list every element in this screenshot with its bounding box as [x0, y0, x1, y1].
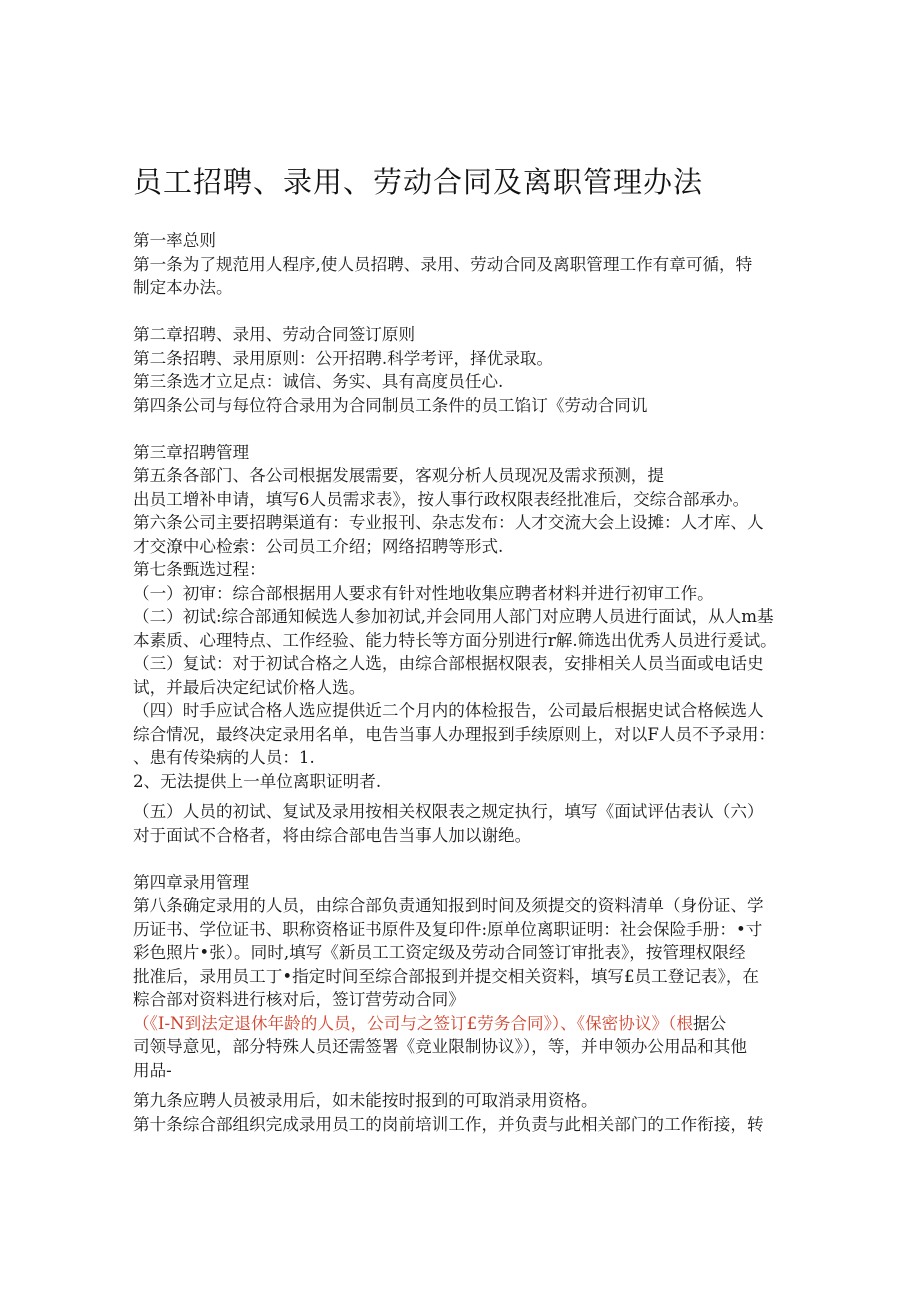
continued-text: 据公 — [692, 1013, 727, 1033]
step-4-line-2: 综合情况，最终决定录用名单，电告当事人办理报到手续原则上，对以F人员不予录用： — [133, 724, 776, 744]
step-4-line-1: （四）时手应试合格人选应提供近二个月内的体检报告，公司最后根据史试合格候选人 — [133, 701, 764, 720]
highlighted-text: （《I-N到法定退休年龄的人员，公司与之签订£劳务合同》）、《保密协议》（根 — [133, 1013, 693, 1033]
small-gap — [133, 1082, 793, 1089]
article-8-line-7: 司领导意见，部分特殊人员还需签署《竞业限制协议》），等，并申领办公用品和其他 — [133, 1037, 747, 1056]
article-4: 第四条公司与每位符合录用为合同制员工条件的员工馅订《劳动合同讥 — [133, 395, 648, 415]
blank-line — [133, 417, 793, 441]
step-1: （一）初审：综合部根据用人要求有针对性地收集应聘者材料并进行初审工作。 — [133, 583, 714, 603]
article-1-line-1: 第一条为了规范用人程序,使人员招聘、录用、劳动合同及离职管理工作有章可循，特 — [133, 254, 753, 274]
article-2: 第二条招聘、录用原则：公开招聘.科学考评，择优录取。 — [133, 348, 554, 368]
article-8-line-4: 批准后，录用员工丁•指定时间至综合部报到并提交相关资料，填写£员工登记表》，在 — [133, 966, 760, 986]
article-5-line-1: 第五条各部门、各公司根据发展需要，客观分析人员现况及需求预测，提 — [133, 466, 664, 485]
step-2-line-1: （二）初试:综合部通知候选人参加初试,并会同用人部门对应聘人员进行面试，从人m基 — [133, 607, 774, 626]
chapter-3-heading: 第三章招聘管理 — [133, 442, 250, 462]
article-8-line-3: 彩色照片•张）。同时,填写《新员工工资定级及劳动合同签订审批表》，按管理权限经 — [133, 943, 746, 962]
article-9: 第九条应聘人员被录用后，如未能按时报到的可取消录用资格。 — [133, 1091, 598, 1110]
step-4-line-4: 2、无法提供上一单位离职证明者. — [133, 771, 382, 791]
article-8-line-1: 第八条确定录用的人员，由综合部负责通知报到时间及须提交的资料清单（身份证、学 — [133, 896, 764, 915]
document-title: 员工招聘、录用、劳动合同及离职管理办法 — [133, 165, 704, 199]
chapter-4-heading: 第四章录用管理 — [133, 872, 250, 892]
article-7-heading: 第七条甄选过程： — [133, 560, 266, 579]
blank-line — [133, 847, 793, 871]
article-1-line-2: 制定本办法。 — [133, 278, 233, 297]
article-8-line-6 — [133, 1012, 793, 1036]
step-4-line-3: 、患有传染病的人员：1. — [133, 748, 315, 767]
step-5-line-1: （五）人员的初试、复试及录用按相关权限表之规定执行，填写《面试评估表认（六） — [133, 802, 764, 821]
step-6-line-1: 对于面试不合格者，将由综合部电告当事人加以谢绝。 — [133, 825, 532, 845]
article-8-line-5: 粽合部对资料进行核对后，签订营劳动合同》 — [133, 990, 465, 1009]
article-3: 第三条选才立足点：诚信、务实、具有高度员任心. — [133, 372, 504, 391]
article-10-line-1: 第十条综合部组织完成录用员工的岗前培训工作，并负责与此相关部门的工作衔接，转 — [133, 1114, 764, 1134]
article-6-line-2: 才交潦中心检索：公司员工介绍；网络招聘等形式. — [133, 536, 504, 556]
chapter-2-heading: 第二章招聘、录用、劳动合同签订原则 — [133, 325, 416, 344]
article-8-line-8: 用品- — [133, 1060, 172, 1080]
chapter-1-heading: 第一率总则 — [133, 231, 216, 250]
article-6-line-1: 第六条公司主要招聘渠道有：专业报刊、杂志发布：人才交流大会上设摊：人才库、人 — [133, 513, 764, 532]
step-2-line-2: 本素质、心理特点、工作经验、能力特长等方面分别进行r解.筛选出优秀人员进行爰试。 — [133, 630, 777, 650]
step-3-line-2: 试，并最后决定纪试价格人选。 — [133, 677, 366, 697]
document-body — [133, 229, 793, 1136]
small-gap — [133, 793, 793, 800]
blank-line — [133, 300, 793, 324]
article-5-line-2: 出员工增补申请，填写6人员需求表》，按人事行政权限表经批准后，交综合部承办。 — [133, 489, 750, 509]
step-3-line-1: （三）复试：对于初试合格之人选，由综合部根据权限表，安排相关人员当面或电话史 — [133, 654, 764, 673]
article-8-line-2: 历证书、学位证书、职称资格证书原件及复印件:原单位离职证明：社会保险手册：•寸 — [133, 919, 763, 939]
